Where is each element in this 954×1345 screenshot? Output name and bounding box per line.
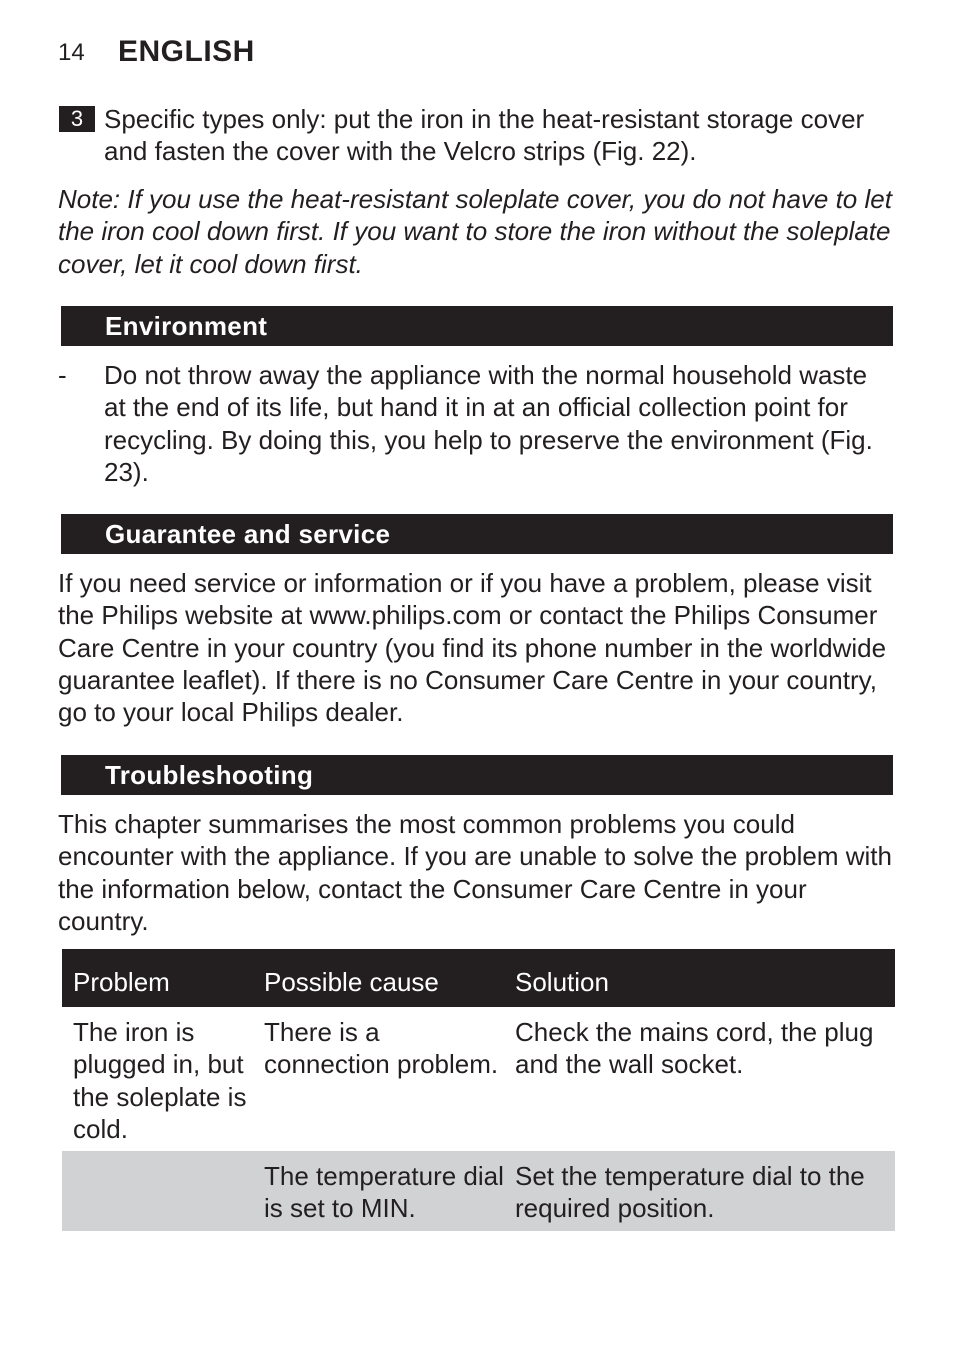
section-header-troubleshooting xyxy=(61,755,893,795)
troubleshooting-intro: This chapter summarises the most common problems you could encounter with the appliance. If you are unable to solve the problem with the information below, contact the Consumer Care Centre in your country. xyxy=(58,809,892,936)
column-header-problem: Problem xyxy=(73,967,170,997)
note-text: Note: If you use the heat-resistant soleplate cover, you do not have to let the iron cool down first. If you want to store the iron without the soleplate cover, let it cool down first. xyxy=(58,184,892,279)
cell-solution: Check the mains cord, the plug and the wall socket. xyxy=(515,1017,874,1080)
philips-website-link[interactable]: www.philips.com xyxy=(309,600,502,631)
cell-cause: The temperature dial is set to MIN. xyxy=(264,1161,504,1224)
cell-cause: There is a connection problem. xyxy=(264,1017,499,1080)
guarantee-text xyxy=(58,567,894,728)
table-row xyxy=(62,1151,895,1231)
language-heading: ENGLISH xyxy=(118,35,255,68)
cell-solution: Set the temperature dial to the required position. xyxy=(515,1161,865,1224)
guarantee-text-part-2: or contact the Philips Consumer Care Centre in your country (you find its phone number in the worldwide guarantee leaflet). If there is no Consumer Care Centre in your country, go to your local Philips dealer. xyxy=(58,600,887,728)
bullet-dash: - xyxy=(58,360,67,390)
column-header-cause: Possible cause xyxy=(264,967,439,997)
page-number: 14 xyxy=(58,39,85,66)
section-title-troubleshooting: Troubleshooting xyxy=(105,760,314,790)
environment-text: Do not throw away the appliance with the normal household waste at the end of its life, but hand it in at an official collection point for recycling. By doing this, you help to preserve the environment (Fig. 23). xyxy=(104,360,873,487)
table-header xyxy=(62,949,895,1007)
section-title-environment: Environment xyxy=(105,311,268,341)
guarantee-text-part-1: If you need service or information or if you have a problem, please visit the Philips website at xyxy=(58,568,872,631)
step-3-text: Specific types only: put the iron in the heat-resistant storage cover and fasten the cover with the Velcro strips (Fig. 22). xyxy=(104,104,865,167)
step-number-badge: 3 xyxy=(59,106,95,132)
cell-problem: The iron is plugged in, but the soleplate is cold. xyxy=(73,1017,247,1144)
section-title-guarantee: Guarantee and service xyxy=(105,519,391,549)
column-header-solution: Solution xyxy=(515,967,609,997)
section-header-guarantee xyxy=(61,514,893,554)
table-row xyxy=(62,1008,895,1151)
section-header-environment xyxy=(61,306,893,346)
